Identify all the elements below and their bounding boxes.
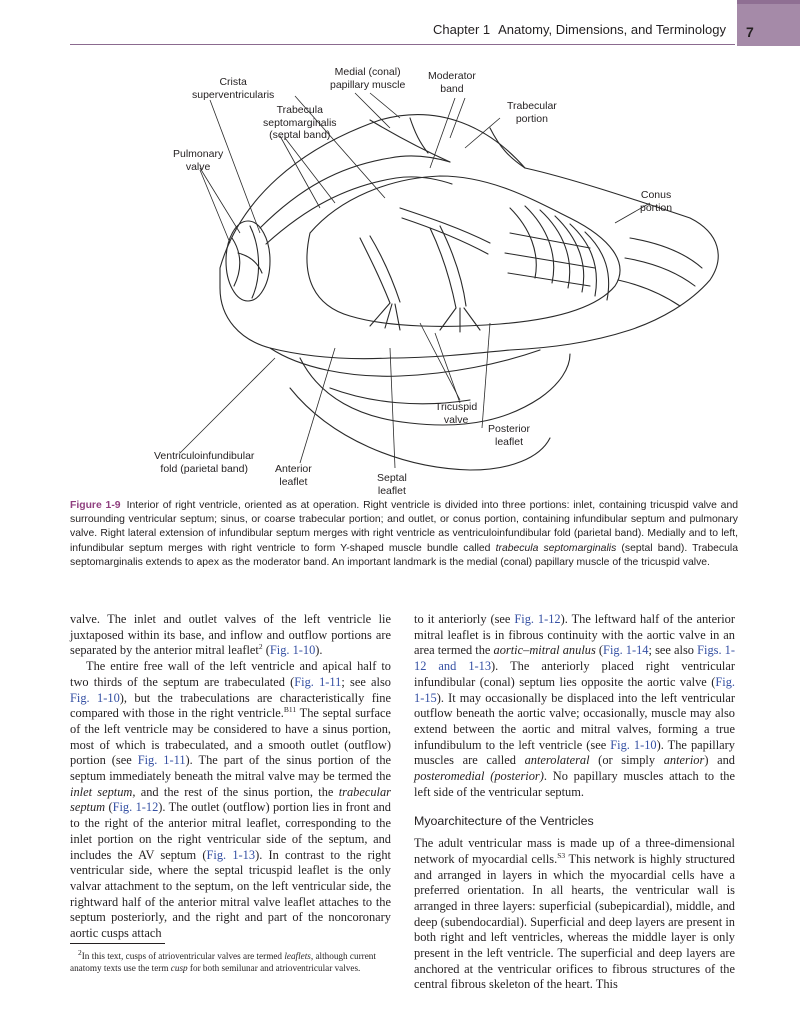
label-conus-portion: Conus portion: [640, 189, 673, 214]
caption-italic: trabecula septomarginalis: [495, 542, 617, 554]
page-number-tab: [737, 0, 800, 46]
caption-text-2: (septal band). Trabecula septomarginalis extends to apex as the moderator band. An important landmark is the medial (conal) papillary muscle of the tricuspid valve.: [70, 542, 738, 568]
label-moderator-band: Moderator band: [428, 70, 476, 95]
page-number: 7: [746, 24, 754, 40]
right-paragraph-2: The adult ventricular mass is made up of a three-dimensional network of myocardial cells.$^{S3}$ This network is highly structured and arranged in layers in which the myocardial cells have a preferred orientation. In all hearts, the ventricular wall is arranged in three layers: superficial (subepicardial), middle, and deep (subendocardial). Superficial and deep layers are present in both right and left ventricles, whereas the middle layer is only present in the left ventricle. The superficial and deep layers are anchored at the ventricular orifices to fibrous structures of the central fibrous skeleton of the heart. This: [414, 836, 735, 992]
chapter-title: Anatomy, Dimensions, and Terminology: [498, 22, 726, 37]
label-anterior-leaflet: Anterior leaflet: [275, 463, 312, 488]
left-column: [70, 612, 391, 942]
label-crista-superventricularis: Crista superventricularis: [192, 76, 275, 101]
caption-text-1: Interior of right ventricle, oriented as at operation. Right ventricle is divided into three portions: inlet, containing tricuspid valve and surrounding ventricular septum; sinus, or coarse trabecular portion; and outlet, or conus portion, containing infundibular septum and pulmonary valve. Right lateral extension of infundibular septum merges with right ventricle as ventriculoinfundibular fold (parietal band). Medially and to left, infundibular septum merges with right ventricle to form Y-shaped muscle bundle called: [70, 500, 738, 554]
right-paragraph-1: to it anteriorly (see Fig. 1-12). The leftward half of the anterior mitral leaflet is in fibrous continuity with the aortic valve in an area termed the aortic–mitral anulus (Fig. 1-14; see also Figs. 1-12 and 1-13). The anteriorly placed right ventricular infundibular (conal) septum lies opposite the aortic valve (Fig. 1-15). It may occasionally be displaced into the left ventricular outflow beneath the aortic valve; occasionally, muscle may also extend between the aortic and mitral valves, forming a true infundibulum to the left ventricle (see Fig. 1-10). The papillary muscles are called anterolateral (or simply anterior) and posteromedial (posterior). No papillary muscles attach to the left side of the ventricular septum.: [414, 612, 736, 799]
fig-link[interactable]: Fig. 1-10: [70, 690, 120, 705]
label-ventriculoinfundibular-fold: Ventriculoinfundibular fold (parietal band): [154, 450, 255, 475]
footnote-rule: [70, 943, 165, 944]
right-ventricle-drawing: [70, 58, 738, 500]
anatomical-figure: [70, 58, 738, 500]
label-tricuspid-valve: Tricuspid valve: [435, 401, 478, 426]
fig-link[interactable]: Fig. 1-12: [514, 612, 561, 626]
fig-link[interactable]: Fig. 1-15: [414, 674, 735, 705]
fig-link[interactable]: Fig. 1-10: [610, 737, 657, 752]
label-trabecula-septomarginalis: Trabecula septomarginalis (septal band): [263, 104, 337, 141]
fig-link[interactable]: Fig. 1-10: [269, 643, 316, 658]
left-paragraph-1: valve. The inlet and outlet valves of the left ventricle lie juxtaposed within its base, and inflow and outflow portions are separated by the anterior mitral leaflet$^2$ (Fig. 1-10).: [70, 612, 391, 658]
fig-link[interactable]: Figs. 1-12 and 1-13: [414, 643, 735, 674]
fig-link[interactable]: Fig. 1-11: [294, 674, 342, 689]
left-paragraph-2: The entire free wall of the left ventricle and apical half to two thirds of the septum are trabeculated (Fig. 1-11; see also Fig. 1-10), but the trabeculations are characteristically fine compared with those in the right ventricle.$^{B11}$ The septal surface of the left ventricle may be considered to have a sinus portion, most of which is trabeculated, and a smooth outlet (outflow) portion (see Fig. 1-11). The part of the sinus portion of the septum immediately beneath the mitral valve may be termed the inlet septum, and the rest of the sinus portion, the trabecular septum (Fig. 1-12). The outlet (outflow) portion lies in front and to the right of the anterior mitral leaflet, corresponding to the inlet portion on the right ventricular side of the septum, and includes the AV septum (Fig. 1-13). In contrast to the right ventricular side, where the septal tricuspid leaflet is the only valvar attachment to the septum, on the left ventricular side, the rightward half of the anterior mitral valve leaflet attaches to the septum posteriorly, and the right and part of the noncoronary aortic cusps attach: [70, 659, 392, 941]
footnote: $^2$In this text, cusps of atrioventricular valves are termed leaflets, although current anatomy texts use the term cusp for both semilunar and atrioventricular valves.: [70, 947, 376, 973]
label-pulmonary-valve: Pulmonary valve: [173, 148, 224, 173]
label-posterior-leaflet: Posterior leaflet: [488, 423, 531, 448]
header-rule: [70, 44, 735, 45]
section-heading: Myoarchitecture of the Ventricles: [414, 814, 594, 829]
running-head: [70, 22, 730, 37]
figure-caption: [70, 499, 738, 570]
fig-link[interactable]: Fig. 1-14: [603, 643, 649, 658]
page-tab-cap: [737, 0, 800, 4]
figure-number: Figure 1-9: [70, 500, 121, 511]
label-septal-leaflet: Septal leaflet: [377, 472, 407, 497]
fig-link[interactable]: Fig. 1-11: [137, 753, 186, 768]
right-column: [414, 612, 735, 993]
fig-link[interactable]: Fig. 1-13: [206, 847, 256, 862]
chapter-number: Chapter 1: [433, 22, 491, 37]
label-trabecular-portion: Trabecular portion: [507, 100, 557, 125]
fig-link[interactable]: Fig. 1-12: [112, 800, 159, 815]
label-medial-papillary-muscle: Medial (conal) papillary muscle: [330, 66, 406, 91]
